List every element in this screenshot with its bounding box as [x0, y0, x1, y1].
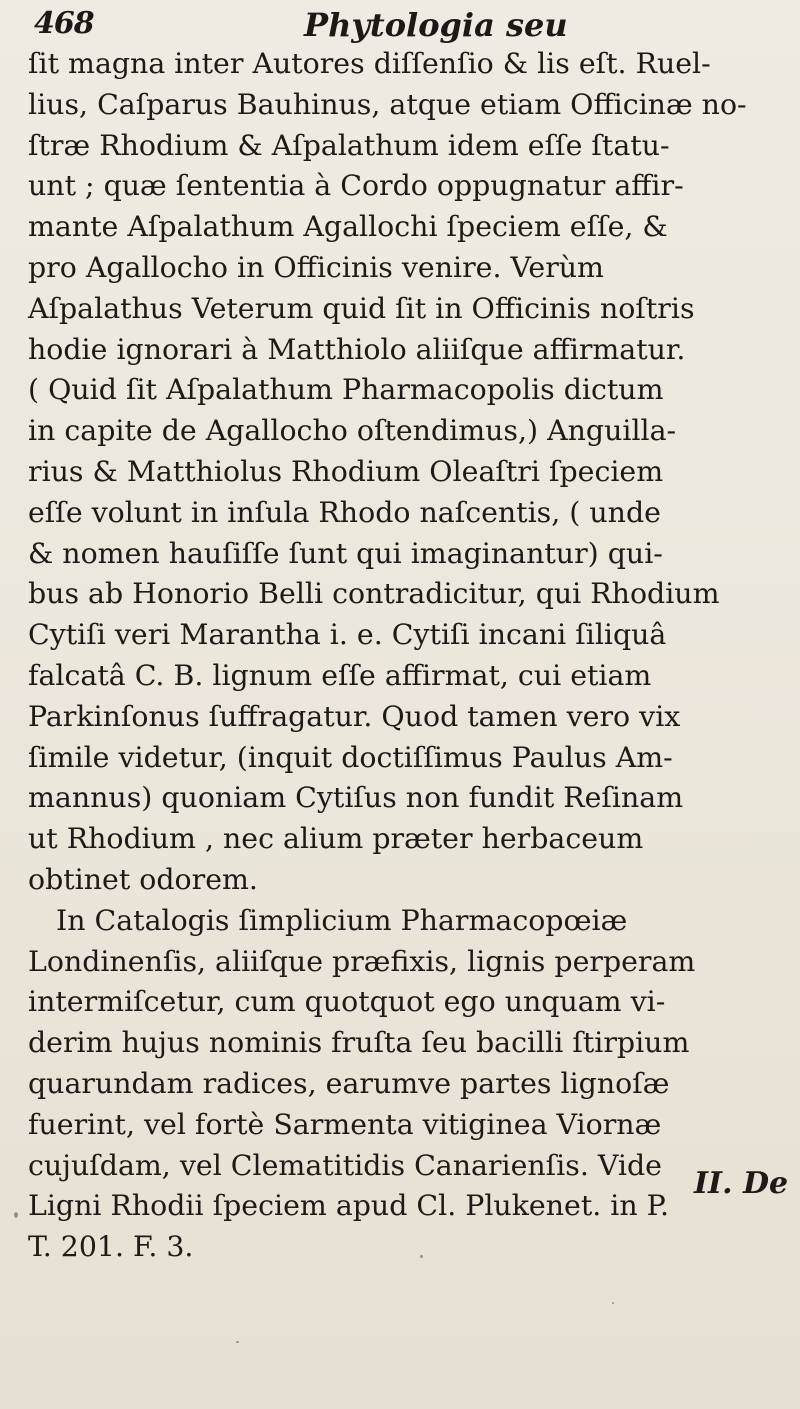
page-number: 468 [34, 6, 94, 41]
text-line: Cytiſi veri Marantha i. e. Cytiſi incani ſiliquâ [28, 618, 667, 652]
paragraph-start-line: In Catalogis ſimplicium Pharmacopœiæ [56, 903, 628, 937]
text-line: derim hujus nominis fruſta ſeu bacilli ſtirpium [28, 1026, 690, 1060]
paper-speck [236, 1341, 239, 1343]
text-line: rius & Matthiolus Rhodium Oleaſtri ſpeciem [28, 454, 664, 488]
text-line: hodie ignorari à Matthiolo aliiſque affirmatur. [28, 332, 686, 366]
page-header [34, 0, 774, 50]
running-head: Phytologia seu [304, 6, 568, 44]
text-line: mannus) quoniam Cytiſus non fundit Reſinam [28, 781, 684, 815]
text-line: mante Aſpalathum Agallochi ſpeciem eſſe, & [28, 210, 668, 244]
text-line: pro Agallocho in Officinis venire. Verùm [28, 250, 604, 284]
body-text [28, 44, 782, 1268]
text-line: & nomen hauſiſſe ſunt qui imaginantur) qui- [28, 536, 663, 570]
text-line: ( Quid ſit Aſpalathum Pharmacopolis dictum [28, 373, 664, 407]
text-line: Parkinſonus ſuffragatur. Quod tamen vero vix [28, 699, 681, 733]
text-line: in capite de Agallocho oſtendimus,) Anguilla- [28, 414, 677, 448]
text-line: Ligni Rhodii ſpeciem apud Cl. Plukenet. in P. [28, 1189, 670, 1223]
text-line: fuerint, vel fortè Sarmenta vitiginea Viornæ [28, 1107, 662, 1141]
text-line: intermiſcetur, cum quotquot ego unquam vi- [28, 985, 666, 1019]
text-line: obtinet odorem. [28, 862, 258, 896]
text-line: lius, Caſparus Bauhinus, atque etiam Officinæ no- [28, 87, 747, 121]
text-line: falcatâ C. B. lignum eſſe affirmat, cui etiam [28, 658, 652, 692]
paper-speck [612, 1302, 614, 1304]
text-line: ut Rhodium , nec alium præter herbaceum [28, 822, 644, 856]
paper-speck [14, 1212, 18, 1218]
text-line: ſit magna inter Autores diſſenſio & lis eſt. Ruel- [28, 47, 711, 80]
catchword: II. De [694, 1166, 789, 1201]
text-line: ſtræ Rhodium & Aſpalathum idem eſſe ſtatu- [28, 128, 670, 162]
text-line: quarundam radices, earumve partes lignoſæ [28, 1066, 670, 1100]
text-line: cujuſdam, vel Clematitidis Canarienſis. Vide [28, 1148, 662, 1182]
text-line: ſimile videtur, (inquit doctiſſimus Paulus Am- [28, 740, 673, 774]
text-line: bus ab Honorio Belli contradicitur, qui Rhodium [28, 577, 720, 611]
text-line: Aſpalathus Veterum quid ſit in Officinis noſtris [28, 291, 695, 325]
text-line: Londinenſis, aliiſque præfixis, lignis perperam [28, 944, 696, 978]
text-line: eſſe volunt in inſula Rhodo naſcentis, ( unde [28, 495, 661, 529]
text-line: unt ; quæ ſententia à Cordo oppugnatur affir- [28, 169, 684, 203]
paper-speck [420, 1255, 423, 1258]
text-line: T. 201. F. 3. [28, 1230, 194, 1264]
